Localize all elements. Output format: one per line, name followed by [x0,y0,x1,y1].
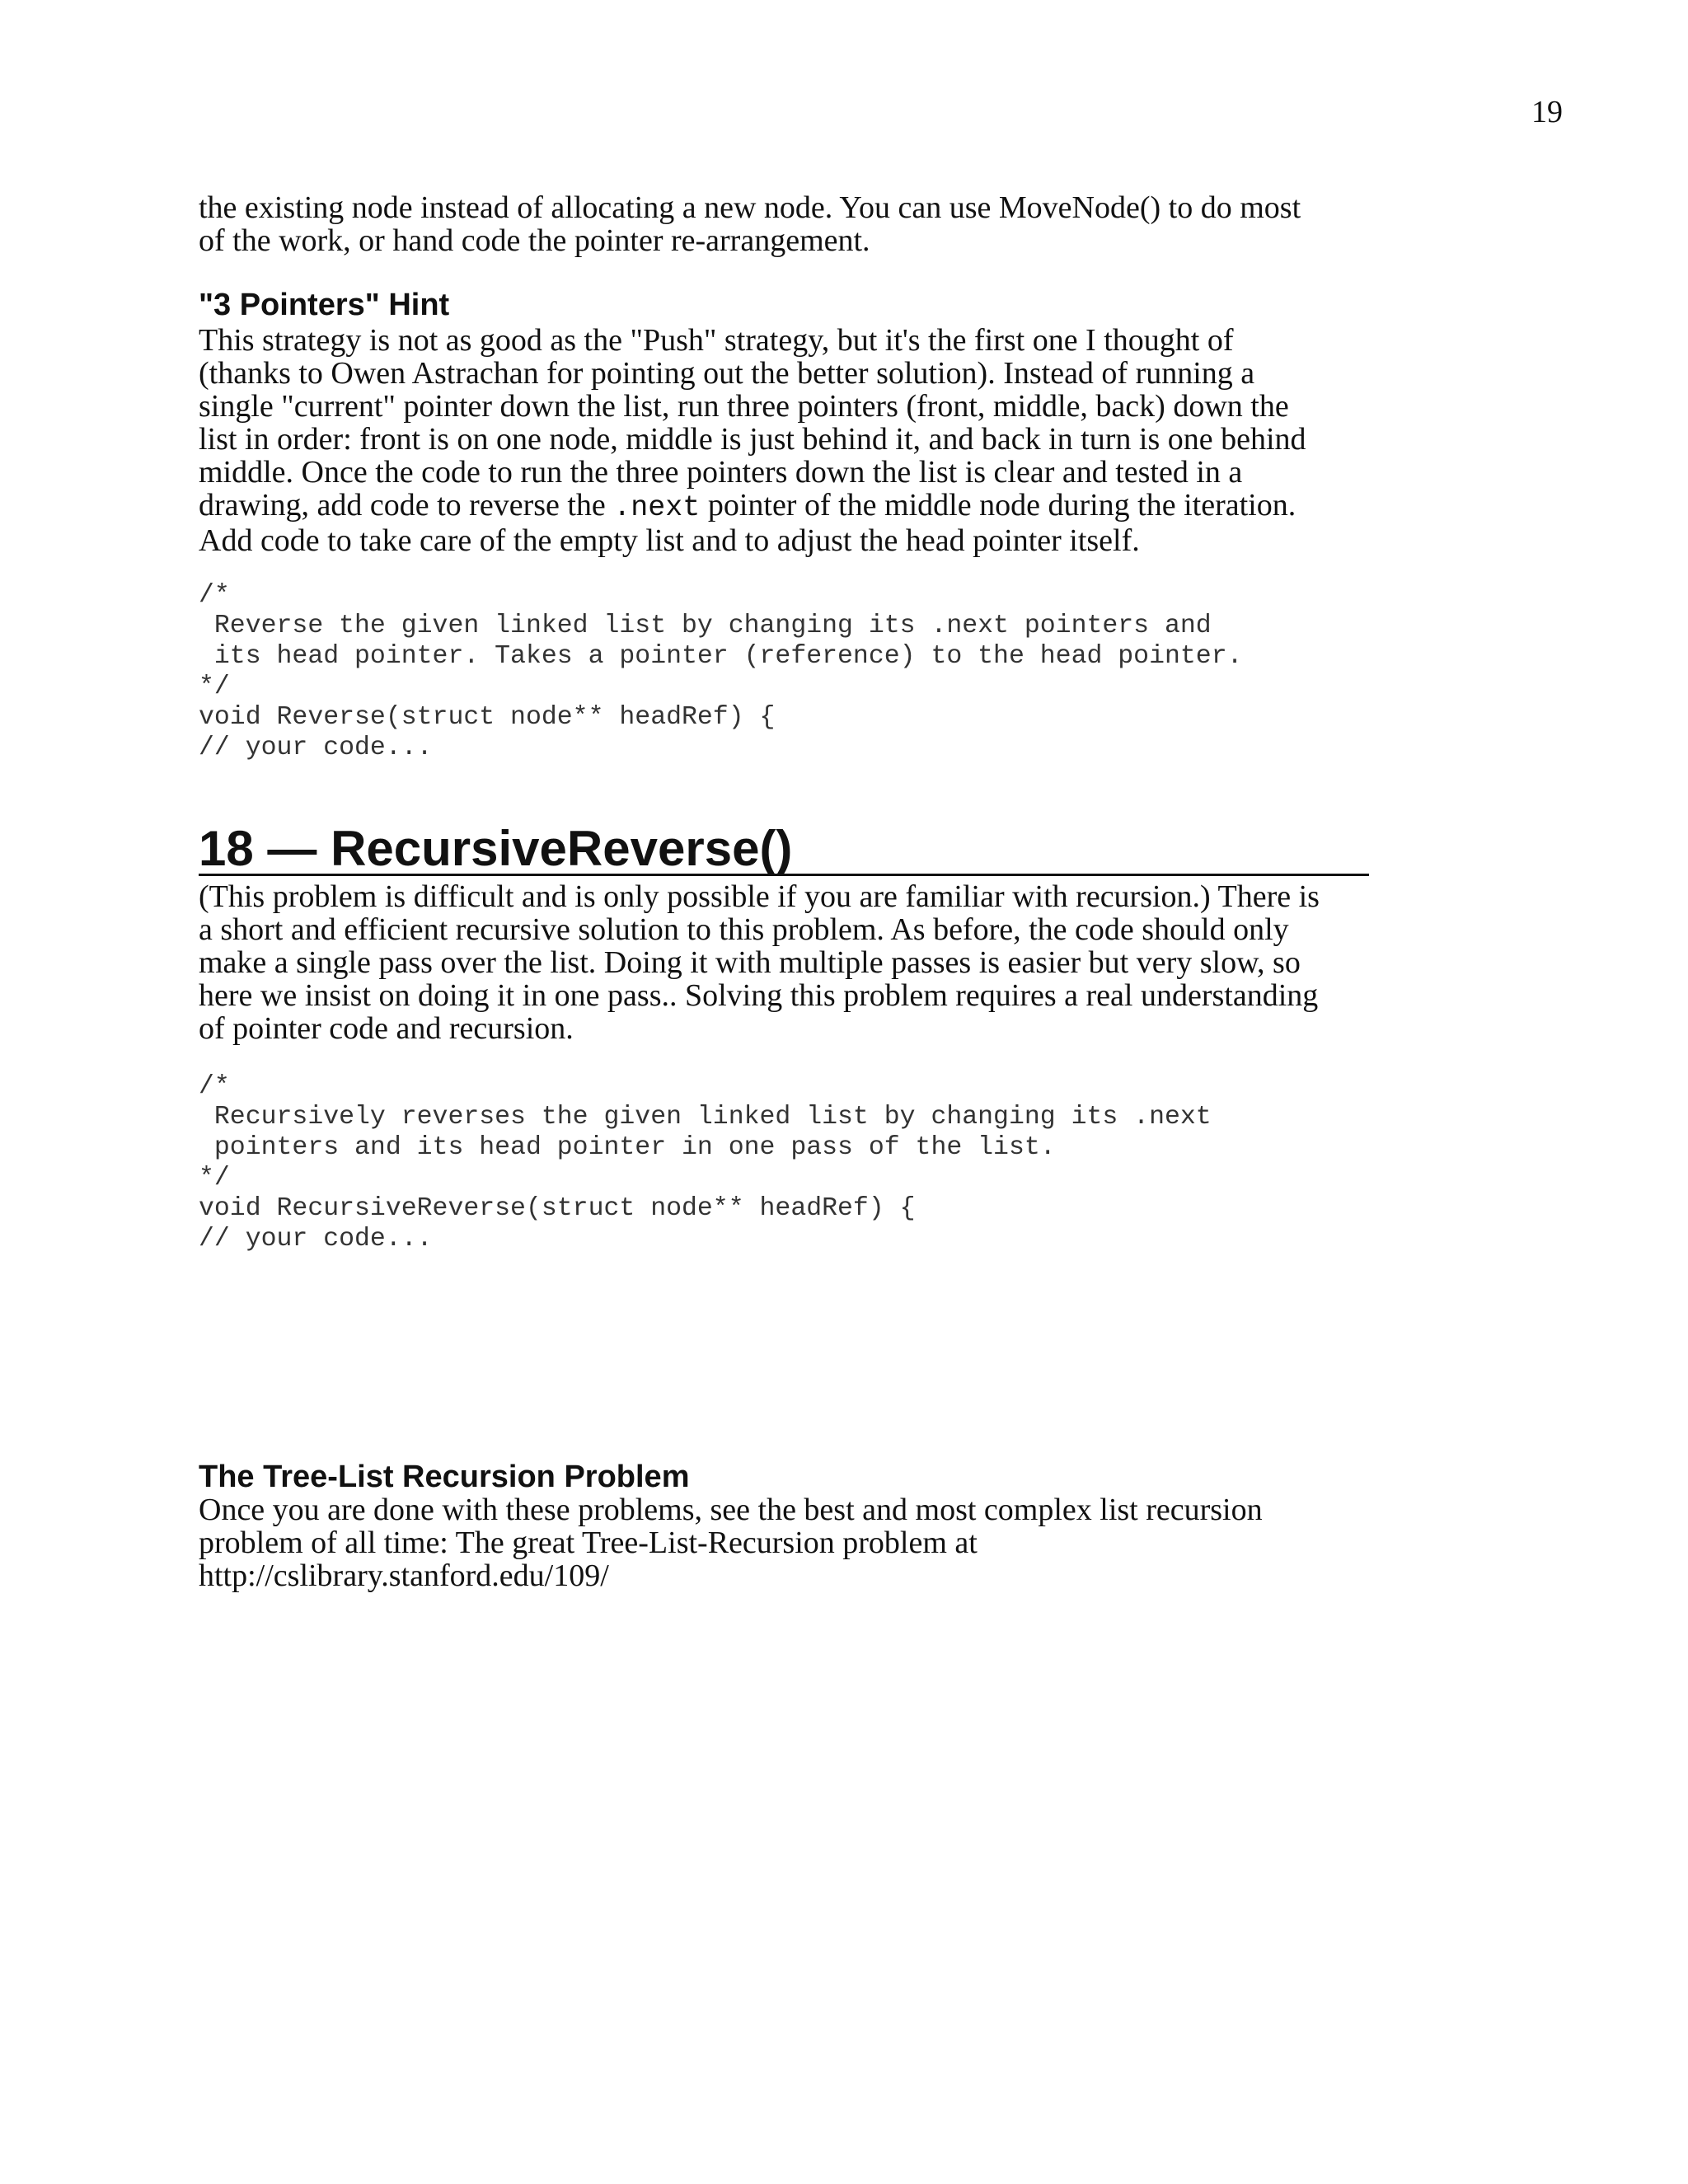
section-18-title: 18 — RecursiveReverse() [199,824,1369,876]
tree-list-heading: The Tree-List Recursion Problem [199,1460,690,1494]
tree-list-body: Once you are done with these problems, see the best and most complex list recursion problem of all time: The great Tree-List-Recursion problem at http://cslibrary.stanford.edu/109/ [199,1493,1263,1593]
hint-paragraph [199,324,1306,557]
hint-text-after: pointer of the middle node during the iteration. Add code to take care of the empty list and to adjust the head pointer itself. [199,488,1296,558]
reverse-code-block: /* Reverse the given linked list by changing its .next pointers and its head pointer. Takes a pointer (reference) to the head pointer. */ void Reverse(struct node** headRef) { // your code... [199,581,1243,762]
intro-paragraph: the existing node instead of allocating a new node. You can use MoveNode() to do most of the work, or hand code the pointer re-arrangement. [199,190,1301,258]
section-18-body: (This problem is difficult and is only possible if you are familiar with recursion.) There is a short and efficient recursive solution to this problem. As before, the code should only make a single pass over the list. Doing it with multiple passes is easier but very slow, so here we insist on doing it in one pass.. Solving this problem requires a real understanding of pointer code and recursion. [199,879,1320,1046]
page-number: 19 [1531,95,1563,129]
hint-heading: "3 Pointers" Hint [199,288,450,322]
recursive-reverse-code-block: /* Recursively reverses the given linked list by changing its .next pointers and its head pointer in one pass of the list. */ void RecursiveReverse(struct node** headRef) { // your code... [199,1072,1212,1254]
inline-code-next: .next [613,491,701,524]
hint-text-before: This strategy is not as good as the "Push" strategy, but it's the first one I thought of (thanks to Owen Astrachan for pointing out the better solution). Instead of running a single "current" pointer down the list, run three pointers (front, middle, back) down the list in order: front is on one node, middle is just behind it, and back in turn is one behind middle. Once the code to run the three pointers down the list is clear and tested in a drawing, add code to reverse the [199,323,1306,523]
